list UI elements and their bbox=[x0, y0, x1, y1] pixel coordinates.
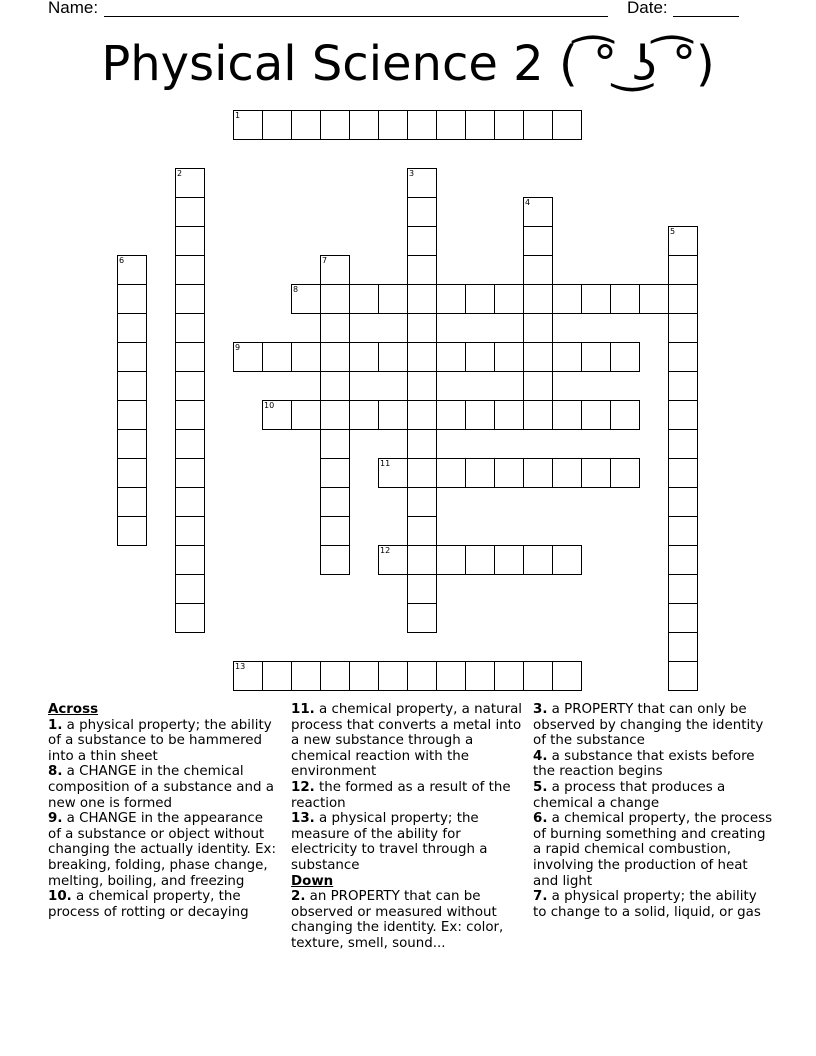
grid-cell-r6-c12[interactable] bbox=[465, 284, 495, 314]
grid-cell-r10-c7[interactable] bbox=[320, 400, 350, 430]
grid-cell-r9-c19[interactable] bbox=[668, 371, 698, 401]
grid-cell-r8-c4[interactable] bbox=[233, 342, 263, 372]
clue-text: a chemical property, a natural process that converts a metal into a new substance through a chemical reaction with the environment bbox=[291, 702, 523, 780]
clue-number: 2. bbox=[291, 889, 306, 905]
grid-cell-r12-c15[interactable] bbox=[552, 458, 582, 488]
grid-cell-r12-c2[interactable] bbox=[175, 458, 205, 488]
grid-cell-r8-c12[interactable] bbox=[465, 342, 495, 372]
grid-cell-r19-c6[interactable] bbox=[291, 661, 321, 691]
clue-down-5 bbox=[533, 780, 773, 811]
grid-cell-r7-c14[interactable] bbox=[523, 313, 553, 343]
grid-cell-r3-c14[interactable] bbox=[523, 197, 553, 227]
clue-number: 3. bbox=[533, 702, 548, 717]
grid-cell-r6-c7[interactable] bbox=[320, 284, 350, 314]
clue-number: 9. bbox=[48, 811, 63, 827]
clue-text: a physical property; the measure of the ability for electricity to travel through a substance bbox=[291, 811, 488, 873]
grid-cell-r15-c10[interactable] bbox=[407, 545, 437, 575]
clue-text: a physical property; the ability of a substance to be hammered into a thin sheet bbox=[48, 717, 272, 764]
grid-cell-r6-c10[interactable] bbox=[407, 284, 437, 314]
grid-cell-r8-c10[interactable] bbox=[407, 342, 437, 372]
grid-cell-r12-c14[interactable] bbox=[523, 458, 553, 488]
grid-cell-r19-c12[interactable] bbox=[465, 661, 495, 691]
grid-cell-r8-c17[interactable] bbox=[610, 342, 640, 372]
grid-cell-r8-c2[interactable] bbox=[175, 342, 205, 372]
grid-cell-r15-c9[interactable] bbox=[378, 545, 408, 575]
grid-cell-r7-c10[interactable] bbox=[407, 313, 437, 343]
grid-cell-r8-c16[interactable] bbox=[581, 342, 611, 372]
grid-cell-r16-c19[interactable] bbox=[668, 574, 698, 604]
grid-cell-r15-c14[interactable] bbox=[523, 545, 553, 575]
grid-cell-r12-c17[interactable] bbox=[610, 458, 640, 488]
clue-number: 10. bbox=[48, 889, 72, 905]
grid-cell-r13-c19[interactable] bbox=[668, 487, 698, 517]
grid-cell-r9-c2[interactable] bbox=[175, 371, 205, 401]
clue-across-13 bbox=[291, 811, 523, 873]
grid-cell-r19-c10[interactable] bbox=[407, 661, 437, 691]
grid-cell-r17-c2[interactable] bbox=[175, 603, 205, 633]
clue-number: 11. bbox=[291, 702, 315, 717]
grid-cell-r15-c19[interactable] bbox=[668, 545, 698, 575]
grid-cell-r8-c6[interactable] bbox=[291, 342, 321, 372]
grid-cell-r5-c19[interactable] bbox=[668, 255, 698, 285]
grid-cell-r11-c19[interactable] bbox=[668, 429, 698, 459]
clue-down-2 bbox=[291, 889, 523, 951]
grid-cell-r19-c9[interactable] bbox=[378, 661, 408, 691]
clue-number-8: 8 bbox=[293, 285, 299, 294]
grid-cell-r8-c5[interactable] bbox=[262, 342, 292, 372]
grid-cell-r5-c14[interactable] bbox=[523, 255, 553, 285]
clue-number-10: 10 bbox=[264, 401, 275, 410]
clue-column-1 bbox=[48, 702, 280, 920]
clue-text: a chemical property, the process of burning something and creating a rapid chemical combustion, involving the production of heat and light bbox=[533, 811, 773, 889]
clue-across-8 bbox=[48, 764, 280, 811]
clue-across-1 bbox=[48, 718, 280, 765]
clue-across-12 bbox=[291, 780, 523, 811]
grid-cell-r6-c16[interactable] bbox=[581, 284, 611, 314]
grid-cell-r0-c11[interactable] bbox=[436, 110, 466, 140]
grid-cell-r8-c15[interactable] bbox=[552, 342, 582, 372]
grid-cell-r8-c9[interactable] bbox=[378, 342, 408, 372]
grid-cell-r14-c2[interactable] bbox=[175, 516, 205, 546]
clue-number-11: 11 bbox=[380, 459, 391, 468]
clue-text: the formed as a result of the reaction bbox=[291, 779, 511, 811]
grid-cell-r7-c2[interactable] bbox=[175, 313, 205, 343]
clues-section bbox=[0, 702, 816, 1002]
grid-cell-r5-c7[interactable] bbox=[320, 255, 350, 285]
grid-cell-r0-c9[interactable] bbox=[378, 110, 408, 140]
grid-cell-r6-c14[interactable] bbox=[523, 284, 553, 314]
grid-cell-r13-c7[interactable] bbox=[320, 487, 350, 517]
grid-cell-r6-c9[interactable] bbox=[378, 284, 408, 314]
grid-cell-r6-c8[interactable] bbox=[349, 284, 379, 314]
name-label: Name: bbox=[48, 0, 99, 17]
grid-cell-r13-c2[interactable] bbox=[175, 487, 205, 517]
grid-cell-r16-c2[interactable] bbox=[175, 574, 205, 604]
grid-cell-r10-c5[interactable] bbox=[262, 400, 292, 430]
grid-cell-r6-c18[interactable] bbox=[639, 284, 669, 314]
grid-cell-r11-c10[interactable] bbox=[407, 429, 437, 459]
clue-across-10 bbox=[48, 889, 280, 920]
clue-number: 5. bbox=[533, 779, 548, 795]
grid-cell-r0-c13[interactable] bbox=[494, 110, 524, 140]
grid-cell-r0-c8[interactable] bbox=[349, 110, 379, 140]
grid-cell-r6-c15[interactable] bbox=[552, 284, 582, 314]
grid-cell-r10-c17[interactable] bbox=[610, 400, 640, 430]
grid-cell-r9-c0[interactable] bbox=[117, 371, 147, 401]
clue-number-3: 3 bbox=[409, 169, 415, 178]
grid-cell-r4-c14[interactable] bbox=[523, 226, 553, 256]
grid-cell-r19-c5[interactable] bbox=[262, 661, 292, 691]
grid-cell-r0-c15[interactable] bbox=[552, 110, 582, 140]
grid-cell-r10-c9[interactable] bbox=[378, 400, 408, 430]
clue-number: 13. bbox=[291, 811, 315, 827]
grid-cell-r5-c2[interactable] bbox=[175, 255, 205, 285]
grid-cell-r4-c2[interactable] bbox=[175, 226, 205, 256]
grid-cell-r14-c10[interactable] bbox=[407, 516, 437, 546]
clue-number-7: 7 bbox=[322, 256, 328, 265]
grid-cell-r15-c12[interactable] bbox=[465, 545, 495, 575]
clue-down-6 bbox=[533, 811, 773, 889]
grid-cell-r10-c13[interactable] bbox=[494, 400, 524, 430]
down-heading: Down bbox=[291, 873, 334, 889]
clue-number: 8. bbox=[48, 764, 63, 780]
grid-cell-r9-c7[interactable] bbox=[320, 371, 350, 401]
clue-text: a substance that exists before the reaction begins bbox=[533, 748, 755, 780]
grid-cell-r11-c2[interactable] bbox=[175, 429, 205, 459]
clue-number-1: 1 bbox=[235, 111, 241, 120]
grid-cell-r8-c7[interactable] bbox=[320, 342, 350, 372]
grid-cell-r8-c0[interactable] bbox=[117, 342, 147, 372]
clue-number-6: 6 bbox=[119, 256, 125, 265]
clue-text: a CHANGE in the chemical composition of a substance and a new one is formed bbox=[48, 764, 274, 811]
grid-cell-r4-c19[interactable] bbox=[668, 226, 698, 256]
clue-number: 6. bbox=[533, 811, 548, 827]
grid-cell-r2-c2[interactable] bbox=[175, 168, 205, 198]
grid-cell-r10-c14[interactable] bbox=[523, 400, 553, 430]
grid-cell-r12-c0[interactable] bbox=[117, 458, 147, 488]
grid-cell-r0-c12[interactable] bbox=[465, 110, 495, 140]
clue-down-3 bbox=[533, 702, 773, 749]
grid-cell-r13-c10[interactable] bbox=[407, 487, 437, 517]
grid-cell-r13-c0[interactable] bbox=[117, 487, 147, 517]
grid-cell-r8-c11[interactable] bbox=[436, 342, 466, 372]
grid-cell-r15-c13[interactable] bbox=[494, 545, 524, 575]
grid-cell-r0-c10[interactable] bbox=[407, 110, 437, 140]
grid-cell-r14-c7[interactable] bbox=[320, 516, 350, 546]
grid-cell-r6-c13[interactable] bbox=[494, 284, 524, 314]
clue-number: 12. bbox=[291, 779, 315, 795]
grid-cell-r4-c10[interactable] bbox=[407, 226, 437, 256]
grid-cell-r10-c10[interactable] bbox=[407, 400, 437, 430]
clue-number-5: 5 bbox=[670, 227, 676, 236]
grid-cell-r10-c2[interactable] bbox=[175, 400, 205, 430]
grid-cell-r6-c6[interactable] bbox=[291, 284, 321, 314]
clue-number-4: 4 bbox=[525, 198, 531, 207]
grid-cell-r12-c13[interactable] bbox=[494, 458, 524, 488]
clue-number-12: 12 bbox=[380, 546, 391, 555]
grid-cell-r10-c16[interactable] bbox=[581, 400, 611, 430]
grid-cell-r10-c8[interactable] bbox=[349, 400, 379, 430]
grid-cell-r3-c2[interactable] bbox=[175, 197, 205, 227]
across-heading: Across bbox=[48, 702, 99, 717]
grid-cell-r19-c7[interactable] bbox=[320, 661, 350, 691]
page-title: Physical Science 2 ( ͡° ͜ʖ ͡°) bbox=[101, 36, 715, 92]
clue-down-7 bbox=[533, 889, 773, 920]
grid-cell-r14-c0[interactable] bbox=[117, 516, 147, 546]
clue-text: a chemical property, the process of rotting or decaying bbox=[48, 889, 249, 920]
grid-cell-r17-c19[interactable] bbox=[668, 603, 698, 633]
grid-cell-r19-c19[interactable] bbox=[668, 661, 698, 691]
grid-cell-r10-c0[interactable] bbox=[117, 400, 147, 430]
grid-cell-r6-c2[interactable] bbox=[175, 284, 205, 314]
grid-cell-r0-c4[interactable] bbox=[233, 110, 263, 140]
grid-cell-r15-c7[interactable] bbox=[320, 545, 350, 575]
grid-cell-r0-c6[interactable] bbox=[291, 110, 321, 140]
grid-cell-r8-c8[interactable] bbox=[349, 342, 379, 372]
date-label: Date: bbox=[627, 0, 668, 17]
grid-cell-r12-c16[interactable] bbox=[581, 458, 611, 488]
grid-cell-r12-c12[interactable] bbox=[465, 458, 495, 488]
grid-cell-r16-c10[interactable] bbox=[407, 574, 437, 604]
grid-cell-r6-c0[interactable] bbox=[117, 284, 147, 314]
clue-number-9: 9 bbox=[235, 343, 241, 352]
clue-text: an PROPERTY that can be observed or measured without changing the identity. Ex: color, texture, smell, sound... bbox=[291, 889, 504, 951]
grid-cell-r15-c15[interactable] bbox=[552, 545, 582, 575]
grid-cell-r10-c19[interactable] bbox=[668, 400, 698, 430]
grid-cell-r3-c10[interactable] bbox=[407, 197, 437, 227]
grid-cell-r8-c13[interactable] bbox=[494, 342, 524, 372]
grid-cell-r9-c14[interactable] bbox=[523, 371, 553, 401]
grid-cell-r14-c19[interactable] bbox=[668, 516, 698, 546]
grid-cell-r10-c15[interactable] bbox=[552, 400, 582, 430]
clue-number-2: 2 bbox=[177, 169, 183, 178]
grid-cell-r19-c11[interactable] bbox=[436, 661, 466, 691]
clue-number-13: 13 bbox=[235, 662, 246, 671]
grid-cell-r6-c11[interactable] bbox=[436, 284, 466, 314]
grid-cell-r15-c11[interactable] bbox=[436, 545, 466, 575]
clue-text: a process that produces a chemical a change bbox=[533, 779, 726, 811]
grid-cell-r19-c4[interactable] bbox=[233, 661, 263, 691]
grid-cell-r12-c11[interactable] bbox=[436, 458, 466, 488]
grid-cell-r19-c8[interactable] bbox=[349, 661, 379, 691]
clue-text: a CHANGE in the appearance of a substance or object without changing the actually identity. Ex: breaking, folding, phase change, melting, boiling, and freezing bbox=[48, 811, 276, 889]
grid-cell-r7-c19[interactable] bbox=[668, 313, 698, 343]
clue-number: 4. bbox=[533, 748, 548, 764]
clue-text: a PROPERTY that can only be observed by changing the identity of the substance bbox=[533, 702, 764, 749]
grid-cell-r11-c7[interactable] bbox=[320, 429, 350, 459]
clue-number: 7. bbox=[533, 889, 548, 905]
grid-cell-r10-c6[interactable] bbox=[291, 400, 321, 430]
grid-cell-r8-c14[interactable] bbox=[523, 342, 553, 372]
grid-cell-r12-c10[interactable] bbox=[407, 458, 437, 488]
grid-cell-r19-c15[interactable] bbox=[552, 661, 582, 691]
grid-cell-r6-c19[interactable] bbox=[668, 284, 698, 314]
grid-cell-r8-c19[interactable] bbox=[668, 342, 698, 372]
grid-cell-r10-c11[interactable] bbox=[436, 400, 466, 430]
clue-down-4 bbox=[533, 749, 773, 780]
grid-cell-r19-c13[interactable] bbox=[494, 661, 524, 691]
grid-cell-r12-c7[interactable] bbox=[320, 458, 350, 488]
grid-cell-r19-c14[interactable] bbox=[523, 661, 553, 691]
clue-column-3 bbox=[533, 702, 773, 920]
clue-number: 1. bbox=[48, 717, 63, 733]
clue-across-9 bbox=[48, 811, 280, 889]
grid-cell-r9-c10[interactable] bbox=[407, 371, 437, 401]
grid-cell-r5-c10[interactable] bbox=[407, 255, 437, 285]
grid-cell-r7-c7[interactable] bbox=[320, 313, 350, 343]
grid-cell-r0-c14[interactable] bbox=[523, 110, 553, 140]
clue-text: a physical property; the ability to change to a solid, liquid, or gas bbox=[533, 889, 761, 920]
grid-cell-r11-c0[interactable] bbox=[117, 429, 147, 459]
grid-cell-r0-c7[interactable] bbox=[320, 110, 350, 140]
grid-cell-r0-c5[interactable] bbox=[262, 110, 292, 140]
grid-cell-r5-c0[interactable] bbox=[117, 255, 147, 285]
grid-cell-r12-c19[interactable] bbox=[668, 458, 698, 488]
grid-cell-r17-c10[interactable] bbox=[407, 603, 437, 633]
grid-cell-r6-c17[interactable] bbox=[610, 284, 640, 314]
clue-across-11 bbox=[291, 702, 523, 780]
grid-cell-r18-c19[interactable] bbox=[668, 632, 698, 662]
grid-cell-r10-c12[interactable] bbox=[465, 400, 495, 430]
grid-cell-r12-c9[interactable] bbox=[378, 458, 408, 488]
grid-cell-r7-c0[interactable] bbox=[117, 313, 147, 343]
grid-cell-r15-c2[interactable] bbox=[175, 545, 205, 575]
grid-cell-r2-c10[interactable] bbox=[407, 168, 437, 198]
clue-column-2 bbox=[291, 702, 523, 952]
